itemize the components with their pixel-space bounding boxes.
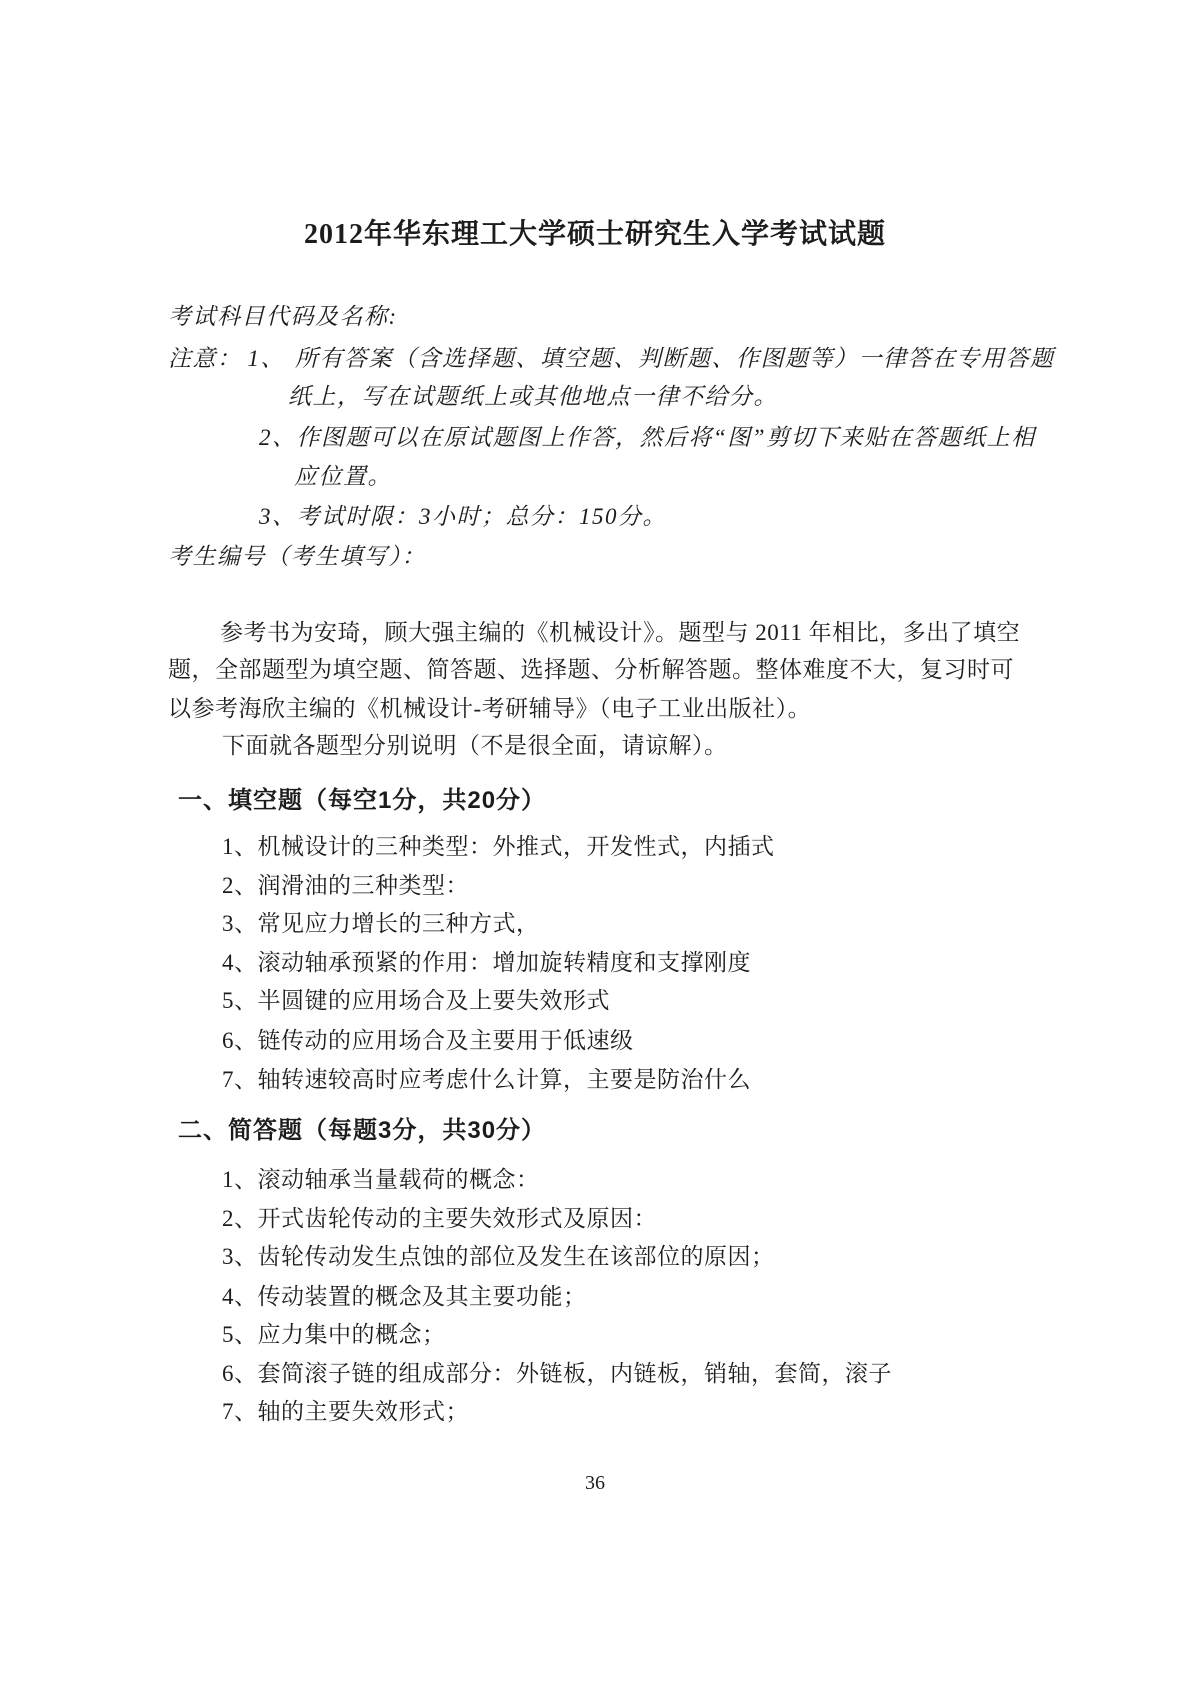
page-title: 2012年华东理工大学硕士研究生入学考试试题 xyxy=(303,219,886,250)
section-2-item-2: 2、开式齿轮传动的主要失效形式及原因： xyxy=(222,1206,657,1231)
notice-item-2-text: 作图题可以在原试题图上作答，然后将“图”剪切下来贴在答题纸上相 xyxy=(296,425,1036,450)
intro-paragraph-line-1: 参考书为安琦，顾大强主编的《机械设计》。题型与 2011 年相比，多出了填空 xyxy=(220,620,1021,645)
section-2-heading: 二、简答题（每题3分，共30分） xyxy=(178,1117,547,1144)
section-1-item-3: 3、常见应力增长的三种方式， xyxy=(222,911,540,936)
section-1-item-6: 6、链传动的应用场合及主要用于低速级 xyxy=(222,1028,634,1053)
section-1-item-4: 4、滚动轴承预紧的作用：增加旋转精度和支撑刚度 xyxy=(222,950,751,975)
section-1-item-7: 7、轴转速较高时应考虑什么计算，主要是防治什么 xyxy=(222,1067,751,1092)
notice-item-3-text: 考试时限：3小时；总分：150分。 xyxy=(296,504,667,529)
notice-label: 注意： xyxy=(168,346,242,371)
intro-paragraph-line-3: 以参考海欣主编的《机械设计-考研辅导》（电子工业出版社）。 xyxy=(168,696,812,721)
section-1-heading: 一、填空题（每空1分，共20分） xyxy=(178,787,547,814)
section-2-item-1: 1、滚动轴承当量载荷的概念： xyxy=(222,1167,540,1192)
notice-item-1-line-2: 纸上，写在试题纸上或其他地点一律不给分。 xyxy=(288,384,778,409)
notice-item-2-line-2: 应位置。 xyxy=(294,464,392,489)
section-1-item-1: 1、机械设计的三种类型：外推式，开发性式，内插式 xyxy=(222,834,775,859)
notice-item-1-number: 1、 xyxy=(247,346,285,371)
intro-paragraph-line-4: 下面就各题型分别说明（不是很全面，请谅解）。 xyxy=(222,733,728,758)
section-2-item-3: 3、齿轮传动发生点蚀的部位及发生在该部位的原因； xyxy=(222,1244,775,1269)
intro-paragraph-line-2: 题，全部题型为填空题、简答题、选择题、分析解答题。整体难度不大，复习时可 xyxy=(168,657,1014,682)
subject-code-line: 考试科目代码及名称: xyxy=(168,304,398,329)
notice-item-1-text: 所有答案（含选择题、填空题、判断题、作图题等）一律答在专用答题 xyxy=(295,346,1055,371)
notice-item-1-line-1 xyxy=(168,344,1055,374)
notice-item-2-line-1 xyxy=(259,423,1036,453)
section-1-item-5: 5、半圆键的应用场合及上要失效形式 xyxy=(222,988,610,1013)
section-2-item-6: 6、套简滚子链的组成部分：外链板，内链板，销轴，套简，滚子 xyxy=(222,1361,892,1386)
page-number: 36 xyxy=(585,1472,605,1494)
section-1-item-2: 2、润滑油的三种类型： xyxy=(222,873,469,898)
candidate-number-line: 考生编号（考生填写）： xyxy=(168,544,426,569)
notice-item-2-number: 2、 xyxy=(259,425,297,450)
section-2-item-4: 4、传动装置的概念及其主要功能； xyxy=(222,1284,587,1309)
notice-item-3-number: 3、 xyxy=(259,504,297,529)
notice-item-3-line-1 xyxy=(259,502,667,532)
section-2-item-7: 7、轴的主要失效形式； xyxy=(222,1399,469,1424)
section-2-item-5: 5、应力集中的概念； xyxy=(222,1322,446,1347)
